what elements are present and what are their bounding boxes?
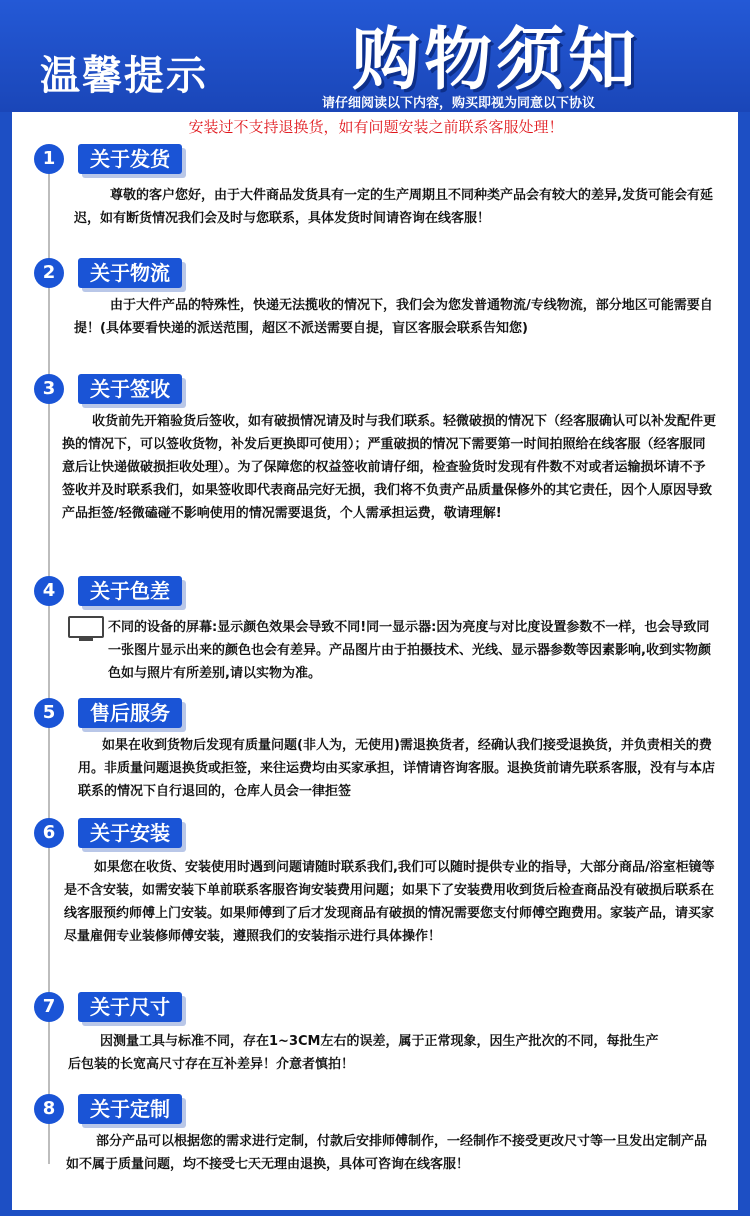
section-title: 关于安装 bbox=[78, 818, 182, 848]
section-text: 由于大件产品的特殊性，快递无法揽收的情况下，我们会为您发普通物流/专线物流，部分地区可能需要自提！(具体要看快递的派送范围，超区不派送需要自提，盲区客服会联系告知您) bbox=[74, 298, 713, 336]
section-number: 5 bbox=[34, 698, 64, 728]
section-text: 收货前先开箱验货后签收，如有破损情况请及时与我们联系。轻微破损的情况下（经客服确认可以补发配件更换的情况下，可以签收货物，补发后更换即可使用）；严重破损的情况下需要第一时间拍照给在线客服（经客服同意后让快递做破损拒收处理）。为了保障您的权益签收前请仔细，检查验货时发现有件数不对或者运输损坏请不予签收并及时联系我们，如果签收即代表商品完好无损，我们将不负责产品质量保修外的其它责任，因个人原因导致产品拒签/轻微磕碰不影响使用的情况需要退货，个人需承担运费，敬请理解! bbox=[62, 414, 717, 521]
section-number: 1 bbox=[34, 144, 64, 174]
section-text: 不同的设备的屏幕:显示颜色效果会导致不同!同一显示器:因为亮度与对比度设置参数不一样，也会导致同一张图片显示出来的颜色也会有差异。产品图片由于拍摄技术、光线、显示器参数等因素影响,收到实物颜色如与照片有所差别,请以实物为准。 bbox=[108, 620, 711, 681]
content-panel bbox=[12, 112, 738, 1210]
warning-notice: 安装过不支持退换货，如有问题安装之前联系客服处理！ bbox=[188, 118, 564, 136]
page-title: 购物须知 bbox=[352, 21, 641, 100]
section-title: 关于物流 bbox=[78, 258, 182, 288]
monitor-icon bbox=[68, 616, 104, 638]
section-number: 2 bbox=[34, 258, 64, 288]
section-number: 8 bbox=[34, 1094, 64, 1124]
section-title: 关于签收 bbox=[78, 374, 182, 404]
hint-title: 温馨提示 bbox=[40, 53, 208, 99]
section-number: 6 bbox=[34, 818, 64, 848]
section-number: 3 bbox=[34, 374, 64, 404]
section-number: 7 bbox=[34, 992, 64, 1022]
section-title: 关于尺寸 bbox=[78, 992, 182, 1022]
section-number: 4 bbox=[34, 576, 64, 606]
header-banner bbox=[0, 0, 750, 112]
section-title: 售后服务 bbox=[78, 698, 182, 728]
section-text: 尊敬的客户您好，由于大件商品发货具有一定的生产周期且不同种类产品会有较大的差异,发货可能会有延迟，如有断货情况我们会及时与您联系，具体发货时间请咨询在线客服！ bbox=[74, 188, 713, 226]
section-text: 部分产品可以根据您的需求进行定制，付款后安排师傅制作，一经制作不接受更改尺寸等一旦发出定制产品如不属于质量问题，均不接受七天无理由退换，具体可咨询在线客服！ bbox=[66, 1134, 708, 1172]
section-title: 关于发货 bbox=[78, 144, 182, 174]
page-subtitle: 请仔细阅读以下内容，购买即视为同意以下协议 bbox=[322, 96, 596, 111]
section-text: 因测量工具与标准不同，存在1~3CM左右的误差，属于正常现象，因生产批次的不同，每批生产后包装的长宽高尺寸存在互补差异！介意者慎拍！ bbox=[68, 1034, 659, 1072]
section-title: 关于定制 bbox=[78, 1094, 182, 1124]
section-text: 如果您在收货、安装使用时遇到问题请随时联系我们,我们可以随时提供专业的指导，大部分商品/浴室柜镜等是不含安装，如需安装下单前联系客服咨询安装费用问题；如果下了安装费用收到货后检查商品没有破损后联系在线客服预约师傅上门安装。如果师傅到了后才发现商品有破损的情况需要您支付师傅空跑费用。家装产品，请买家尽量雇佣专业装修师傅安装，遵照我们的安装指示进行具体操作！ bbox=[64, 860, 715, 944]
section-title: 关于色差 bbox=[78, 576, 182, 606]
bottom-bar bbox=[0, 1210, 750, 1216]
section-text: 如果在收到货物后发现有质量问题(非人为，无使用)需退换货者，经确认我们接受退换货，并负责相关的费用。非质量问题退换货或拒签，来往运费均由买家承担，详情请咨询客服。退换货前请先联系客服，没有与本店联系的情况下自行退回的，仓库人员会一律拒签 bbox=[78, 738, 716, 799]
